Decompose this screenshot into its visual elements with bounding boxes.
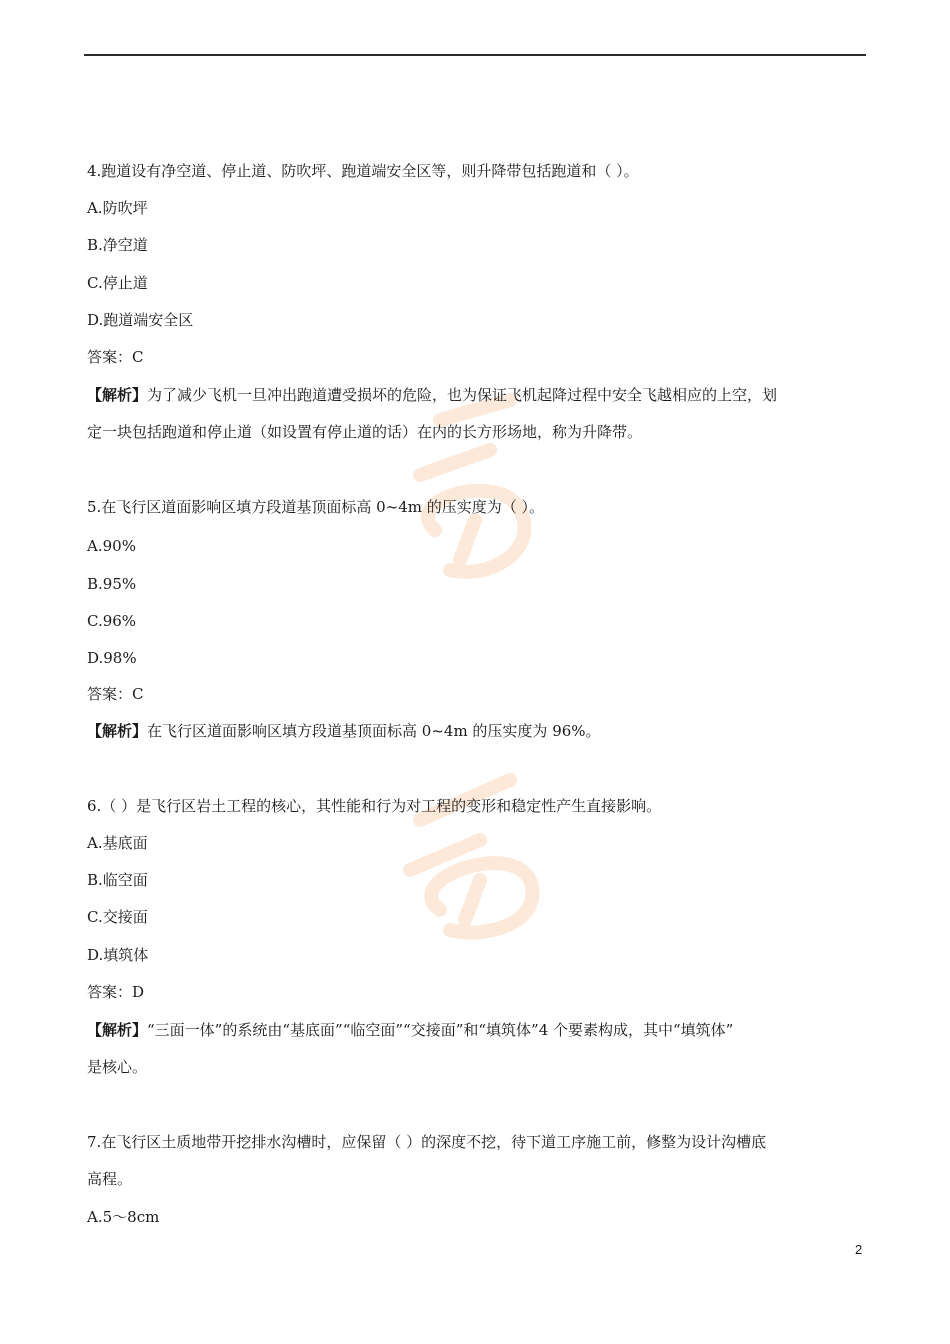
- q4-option-a: A.防吹坪: [87, 199, 148, 217]
- q4-analysis: [87, 385, 777, 405]
- q4-option-d: D.跑道端安全区: [87, 311, 194, 329]
- q6-option-a: A.基底面: [87, 834, 148, 852]
- q6-analysis-cont: 是核心。: [87, 1058, 148, 1076]
- analysis-text: 在飞行区道面影响区填方段道基顶面标高 0~4m 的压实度为 96%。: [147, 722, 601, 740]
- q4-option-b: B.净空道: [87, 236, 148, 254]
- q5-stem: 5.在飞行区道面影响区填方段道基顶面标高 0~4m 的压实度为（ ）。: [87, 498, 544, 516]
- q5-option-a: A.90%: [87, 537, 136, 555]
- q5-option-c: C.96%: [87, 612, 137, 630]
- q4-option-c: C.停止道: [87, 274, 148, 292]
- q6-option-c: C.交接面: [87, 908, 148, 926]
- q7-option-a: A.5～8cm: [87, 1208, 160, 1226]
- q5-option-b: B.95%: [87, 575, 137, 593]
- page-number: 2: [855, 1242, 863, 1257]
- q4-stem: 4.跑道设有净空道、停止道、防吹坪、跑道端安全区等，则升降带包括跑道和（ ）。: [87, 162, 639, 180]
- q5-analysis: [87, 721, 601, 741]
- q4-answer: 答案：C: [87, 348, 144, 366]
- analysis-label: 【解析】: [87, 386, 148, 404]
- q5-option-d: D.98%: [87, 649, 137, 667]
- q7-stem: 7.在飞行区土质地带开挖排水沟槽时，应保留（ ）的深度不挖，待下道工序施工前，修整为设计沟槽底: [87, 1133, 767, 1151]
- analysis-text: “三面一体”的系统由“基底面”“临空面”“交接面”和“填筑体”4 个要素构成，其中“填筑体”: [147, 1021, 734, 1039]
- q6-answer: 答案：D: [87, 983, 145, 1001]
- watermark-logo: [380, 380, 560, 940]
- q6-option-d: D.填筑体: [87, 946, 149, 964]
- q6-option-b: B.临空面: [87, 871, 148, 889]
- analysis-label: 【解析】: [87, 722, 148, 740]
- q6-stem: 6.（ ）是飞行区岩土工程的核心，其性能和行为对工程的变形和稳定性产生直接影响。: [87, 797, 662, 815]
- header-rule: [84, 54, 866, 56]
- q4-analysis-cont: 定一块包括跑道和停止道（如设置有停止道的话）在内的长方形场地，称为升降带。: [87, 423, 643, 441]
- q6-analysis: [87, 1020, 733, 1040]
- q7-stem-cont: 高程。: [87, 1170, 133, 1188]
- analysis-label: 【解析】: [87, 1021, 148, 1039]
- analysis-text: 为了减少飞机一旦冲出跑道遭受损坏的危险，也为保证飞机起降过程中安全飞越相应的上空，划: [147, 386, 778, 404]
- q5-answer: 答案：C: [87, 685, 144, 703]
